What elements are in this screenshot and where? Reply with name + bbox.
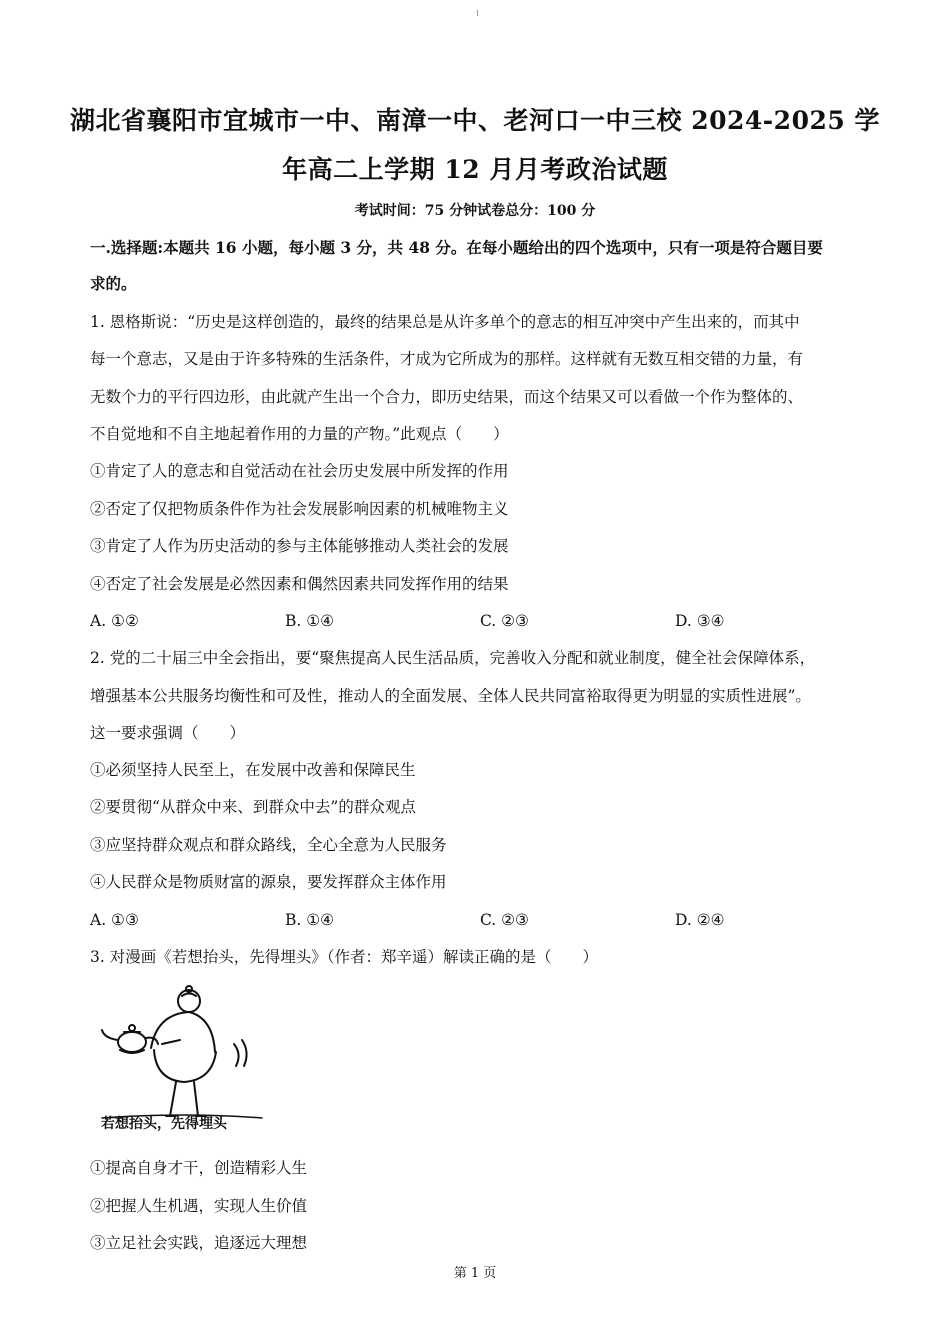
q1-option-d[interactable]: D. ③④ <box>675 612 725 630</box>
page-title-line-1: 湖北省襄阳市宜城市一中、南漳一中、老河口一中三校 2024-2025 学 <box>70 106 880 135</box>
page-title-line-2: 年高二上学期 12 月月考政治试题 <box>282 155 668 184</box>
q2-statement: ④人民群众是物质财富的源泉，要发挥群众主体作用 <box>90 873 447 891</box>
q2-statement: ②要贯彻“从群众中来、到群众中去”的群众观点 <box>90 798 416 816</box>
page-top-mark <box>477 10 478 16</box>
section-instruction-line-2: 求的。 <box>90 274 137 293</box>
q2-statement: ①必须坚持人民至上，在发展中改善和保障民生 <box>90 761 416 779</box>
q1-statement: ④否定了社会发展是必然因素和偶然因素共同发挥作用的结果 <box>90 575 509 593</box>
exam-info: 考试时间：75 分钟试卷总分：100 分 <box>354 203 596 219</box>
q1-option-b[interactable]: B. ①④ <box>285 612 335 630</box>
q2-stem-line: 这一要求强调（ ） <box>90 724 246 742</box>
q2-stem-line: 增强基本公共服务均衡性和可及性，推动人的全面发展、全体人民共同富裕取得更为明显的实质性进展”。 <box>90 687 811 705</box>
q1-stem-line: 1. 恩格斯说：“历史是这样创造的，最终的结果总是从许多单个的意志的相互冲突中产生出来的，而其中 <box>90 313 800 331</box>
cartoon-caption: 若想抬头，先得埋头 <box>101 1116 227 1132</box>
q2-option-a[interactable]: A. ①③ <box>90 911 139 929</box>
q1-statement: ②否定了仅把物质条件作为社会发展影响因素的机械唯物主义 <box>90 500 509 518</box>
q1-stem-line: 每一个意志，又是由于许多特殊的生活条件，才成为它所成为的那样。这样就有无数互相交错的力量，有 <box>90 350 804 368</box>
q1-stem-line: 无数个力的平行四边形，由此就产生出一个合力，即历史结果，而这个结果又可以看做一个作为整体的、 <box>90 388 804 406</box>
q1-stem-line: 不自觉地和不自主地起着作用的力量的产物。”此观点（ ） <box>90 425 509 443</box>
q1-statement: ③肯定了人作为历史活动的参与主体能够推动人类社会的发展 <box>90 537 509 555</box>
q2-stem-line: 2. 党的二十届三中全会指出，要“聚焦提高人民生活品质，完善收入分配和就业制度，健全社会保障体系， <box>90 649 816 667</box>
page-number: 第 1 页 <box>453 1266 497 1281</box>
section-instruction-line-1: 一.选择题:本题共 16 小题，每小题 3 分，共 48 分。在每小题给出的四个选项中，只有一项是符合题目要 <box>90 238 823 257</box>
q2-option-d[interactable]: D. ②④ <box>675 911 725 929</box>
q3-statement: ①提高自身才干，创造精彩人生 <box>90 1159 308 1177</box>
q3-stem: 3. 对漫画《若想抬头，先得埋头》（作者：郑辛遥）解读正确的是（ ） <box>90 948 598 966</box>
q2-statement: ③应坚持群众观点和群众路线，全心全意为人民服务 <box>90 836 447 854</box>
q1-option-a[interactable]: A. ①② <box>90 612 139 630</box>
q2-option-b[interactable]: B. ①④ <box>285 911 335 929</box>
q1-option-c[interactable]: C. ②③ <box>480 612 529 630</box>
q2-option-c[interactable]: C. ②③ <box>480 911 529 929</box>
q1-statement: ①肯定了人的意志和自觉活动在社会历史发展中所发挥的作用 <box>90 462 509 480</box>
q3-statement: ②把握人生机遇，实现人生价值 <box>90 1197 308 1215</box>
q3-statement: ③立足社会实践，追逐远大理想 <box>90 1234 308 1252</box>
